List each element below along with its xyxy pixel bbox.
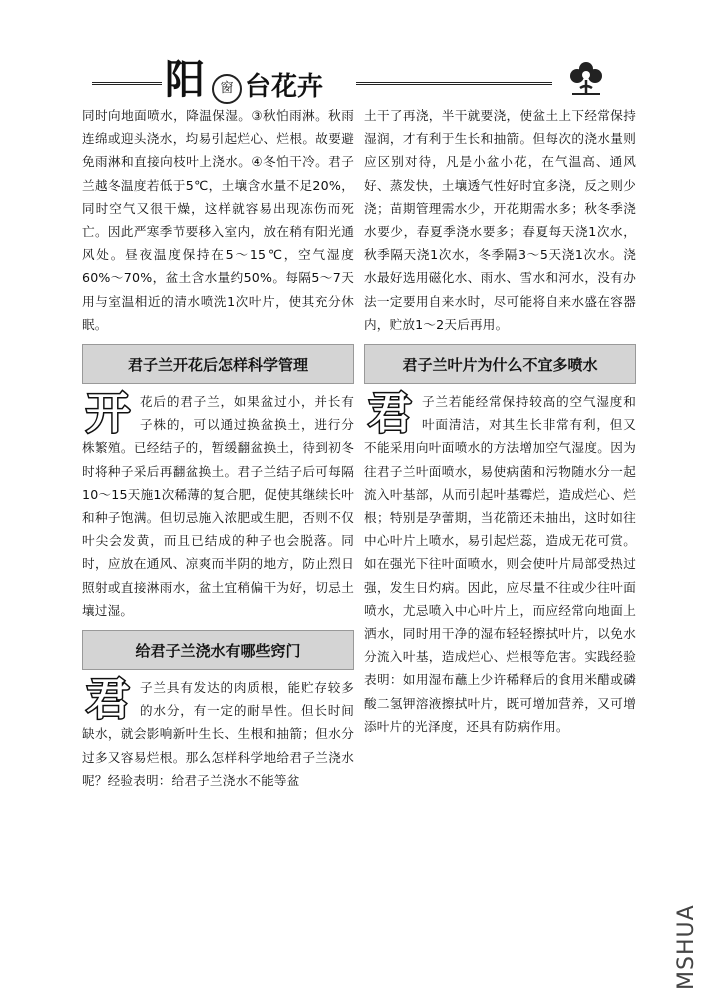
section-heading-leaf-spraying: 君子兰叶片为什么不宜多喷水 [364,344,636,384]
section-body: 花后的君子兰，如果盆过小，并长有子株的，可以通过换盆换土，进行分株繁殖。已经结子的，暂缓翻盆换土，待到初冬时将种子采后再翻盆换土。君子兰结子后可每隔10～15天施1次稀薄的复合肥，促使其继续长叶和种子饱满。但切忌施入浓肥或生肥，否则不仅叶尖会发黄，而且已结成的种子也会脱落。同时，应放在通风、凉爽而半阴的地方，防止烈日照射或直接淋雨水，盆土宜稍偏干为好，切忌土壤过湿。 [82,394,354,618]
section-after-flowering [82,390,354,622]
section-heading-watering-tips: 给君子兰浇水有哪些窍门 [82,630,354,670]
flower-icon [566,58,606,98]
section-heading-after-flowering: 君子兰开花后怎样科学管理 [82,344,354,384]
section-leaf-spraying [364,390,636,738]
header-rule-right [356,82,552,85]
header-rule-left [92,82,162,85]
right-column [364,104,636,738]
dropcap: 君 [86,674,130,726]
dropcap: 君 [368,388,412,440]
section-watering-tips [82,676,354,792]
header-title-main: 阳 [165,57,205,103]
right-intro-paragraph: 土干了再浇，半干就要浇，使盆土上下经常保持湿润，才有利于生长和抽箭。但每次的浇水量则应区别对待，凡是小盆小花，在气温高、通风好、蒸发快，土壤透气性好时宜多浇，反之则少浇；苗期管理需水少，开花期需水多；秋冬季浇水要少，春夏季浇水要多；春夏每天浇1次水，秋季隔天浇1次水，冬季隔3～5天浇1次水。浇水最好选用磁化水、雨水、雪水和河水，没有办法一定要用自来水时，尽可能将自来水盛在容器内，贮放1～2天后再用。 [364,108,636,332]
watermark: MSHUA [674,904,699,990]
dropcap: 开 [86,388,130,440]
section-body: 子兰具有发达的肉质根，能贮存较多的水分，有一定的耐旱性。但长时间缺水，就会影响新叶生长、生根和抽箭；但水分过多又容易烂根。那么怎样科学地给君子兰浇水呢？经验表明：给君子兰浇水不能等盆 [82,680,354,788]
section-body: 子兰若能经常保持较高的空气湿度和叶面清洁，对其生长非常有利，但又不能采用向叶面喷水的方法增加空气湿度。因为往君子兰叶面喷水，易使病菌和污物随水分一起流入叶基部，从而引起叶基霉烂，造成烂心、烂根；特别是孕蕾期，当花箭还未抽出，这时如往中心叶片上喷水，易引起烂蕊，造成无花可赏。如在强光下往叶面喷水，则会使叶片局部受热过强，发生日灼病。因此，应尽量不往或少往叶面喷水，尤忌喷入中心叶片上，而应经常向地面上洒水，同时用干净的湿布轻轻擦拭叶片，以免水分流入叶基，造成烂心、烂根等危害。实践经验表明：如用湿布蘸上少许稀释后的食用米醋或磷酸二氢钾溶液擦拭叶片，既可增加营养，又可增添叶片的光泽度，还具有防病作用。 [364,394,636,734]
header-title-seal: 窗 [212,74,242,104]
header-title-rest: 台花卉 [245,72,324,102]
left-intro-paragraph: 同时向地面喷水，降温保湿。③秋怕雨淋。秋雨连绵或迎头浇水，均易引起烂心、烂根。故要避免雨淋和直接向枝叶上浇水。④冬怕干冷。君子兰越冬温度若低于5℃，土壤含水量不足20%，同时空气又很干燥，这样就容易出现冻伤而死亡。因此严寒季节要移入室内，放在稍有阳光通风处。昼夜温度保持在5～15℃，空气湿度60%～70%，盆土含水量约50%。每隔5～7天用与室温相近的清水喷洗1次叶片，使其充分休眠。 [82,108,354,332]
left-column [82,104,354,792]
